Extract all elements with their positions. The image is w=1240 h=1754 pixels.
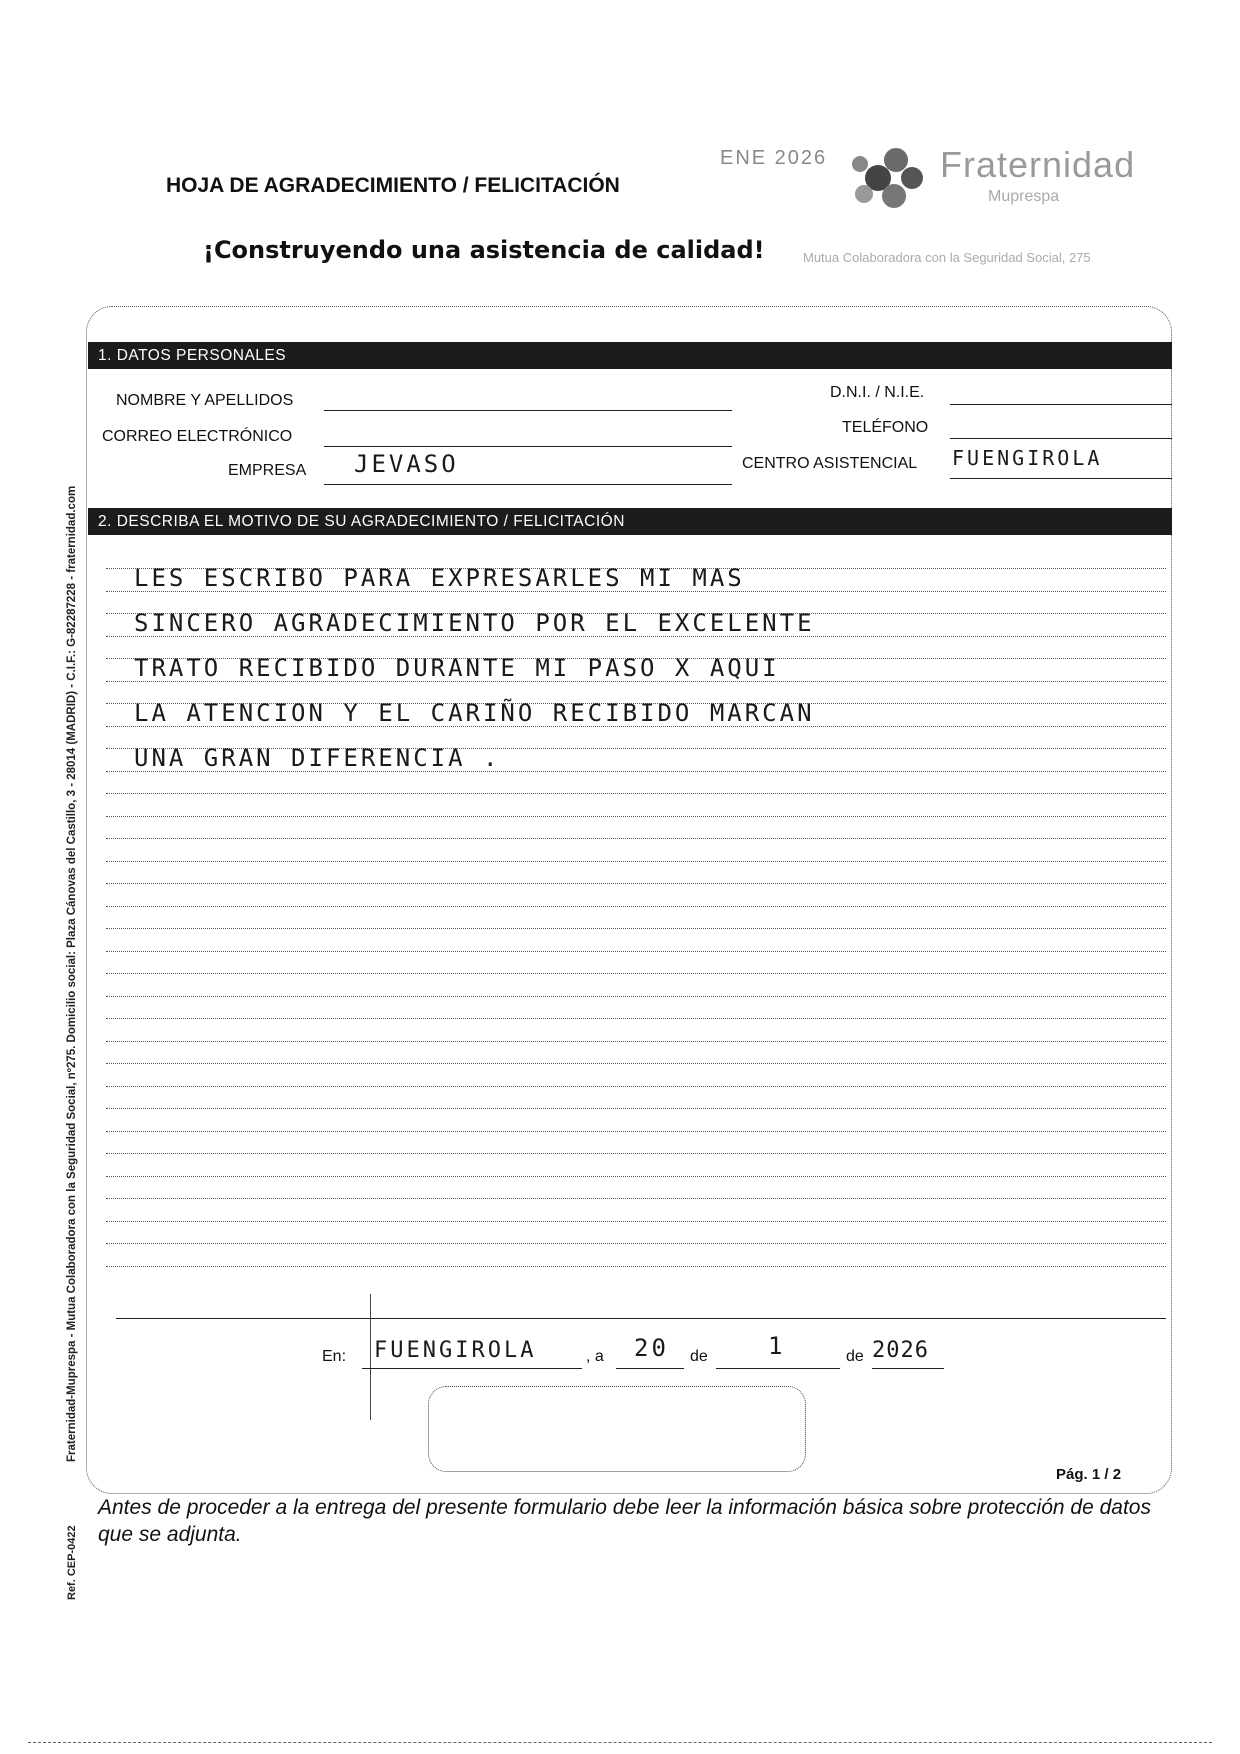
form-subtitle: ¡Construyendo una asistencia de calidad!	[203, 236, 765, 264]
brand-name: Fraternidad	[940, 144, 1136, 185]
writing-rule	[106, 1108, 1166, 1109]
received-stamp: ENE 2026	[720, 147, 828, 169]
writing-rule	[106, 1198, 1166, 1199]
de-label-2: de	[846, 1348, 864, 1365]
writing-rule	[106, 973, 1166, 974]
writing-rule	[106, 838, 1166, 839]
motivo-line-2: SINCERO AGRADECIMIENTO POR EL EXCELENTE	[134, 609, 815, 637]
de-label-1: de	[690, 1348, 708, 1365]
writing-rule	[106, 1063, 1166, 1064]
place-value: FUENGIROLA	[374, 1338, 537, 1363]
writing-rule	[106, 793, 1166, 794]
page-number: Pág. 1 / 2	[1056, 1466, 1122, 1483]
page-bottom-rule	[28, 1742, 1212, 1743]
nombre-field[interactable]	[324, 410, 732, 411]
en-label: En:	[322, 1348, 347, 1365]
nombre-label: NOMBRE Y APELLIDOS	[116, 392, 294, 409]
writing-rule	[106, 1041, 1166, 1042]
writing-rule	[106, 1131, 1166, 1132]
correo-label: CORREO ELECTRÓNICO	[102, 428, 293, 445]
month-value: 1	[768, 1332, 786, 1360]
motivo-line-1: LES ESCRIBO PARA EXPRESARLES MI MAS	[134, 564, 745, 592]
centro-label: CENTRO ASISTENCIAL	[742, 455, 918, 472]
writing-rule	[106, 996, 1166, 997]
dni-field[interactable]	[950, 404, 1172, 405]
dni-label: D.N.I. / N.I.E.	[830, 384, 925, 401]
writing-rule	[106, 883, 1166, 884]
month-field[interactable]	[716, 1332, 840, 1369]
year-field[interactable]	[872, 1338, 944, 1369]
signature-divider	[116, 1318, 1166, 1319]
writing-rule	[106, 1243, 1166, 1244]
writing-rule	[106, 1086, 1166, 1087]
motivo-line-3: TRATO RECIBIDO DURANTE MI PASO X AQUI	[134, 654, 780, 682]
writing-rule	[106, 1221, 1166, 1222]
section-personal-data-heading: 1. DATOS PERSONALES	[88, 342, 1172, 369]
fraternidad-logo-icon	[838, 142, 928, 214]
writing-rule	[106, 1153, 1166, 1154]
writing-rule	[106, 951, 1166, 952]
signature-box[interactable]	[428, 1386, 806, 1472]
empresa-field[interactable]	[324, 450, 732, 485]
empresa-value: JEVASO	[354, 450, 459, 478]
day-field[interactable]	[616, 1334, 684, 1369]
writing-rule	[106, 1266, 1166, 1267]
a-label: , a	[586, 1348, 604, 1365]
writing-rule	[106, 1176, 1166, 1177]
form-reference: Ref. CEP-0422	[66, 1525, 78, 1600]
writing-rule	[106, 1018, 1166, 1019]
form-title: HOJA DE AGRADECIMIENTO / FELICITACIÓN	[166, 174, 620, 197]
correo-field[interactable]	[324, 446, 732, 447]
brand-mutua: Mutua Colaboradora con la Seguridad Social, 275	[803, 250, 1091, 265]
day-value: 20	[634, 1334, 669, 1362]
section-motivo-heading: 2. DESCRIBA EL MOTIVO DE SU AGRADECIMIENTO / FELICITACIÓN	[88, 508, 1172, 535]
motivo-line-5: UNA GRAN DIFERENCIA .	[134, 744, 501, 772]
brand-sub: Muprespa	[988, 188, 1060, 205]
writing-rule	[106, 906, 1166, 907]
legal-side-text: Fraternidad-Muprespa - Mutua Colaboradora con la Seguridad Social, nº275. Domicilio social: Plaza Cánovas del Castillo, 3 - 28014 (MADRID) - C.I.F.: G-82287228 - fraternidad.com	[66, 485, 78, 1462]
place-field[interactable]	[362, 1338, 582, 1369]
telefono-field[interactable]	[950, 438, 1172, 439]
telefono-label: TELÉFONO	[842, 419, 929, 436]
year-value: 2026	[872, 1338, 929, 1363]
centro-value: FUENGIROLA	[952, 446, 1103, 470]
writing-rule	[106, 816, 1166, 817]
motivo-textarea[interactable]	[106, 560, 1166, 1300]
signature-vertical-mark	[370, 1294, 371, 1420]
empresa-label: EMPRESA	[228, 462, 307, 479]
writing-rule	[106, 861, 1166, 862]
writing-rule	[106, 928, 1166, 929]
centro-field[interactable]	[950, 446, 1172, 479]
motivo-line-4: LA ATENCION Y EL CARIÑO RECIBIDO MARCAN	[134, 699, 815, 727]
data-protection-notice: Antes de proceder a la entrega del presente formulario debe leer la información básica sobre protección de datos que se adjunta.	[98, 1496, 1151, 1546]
